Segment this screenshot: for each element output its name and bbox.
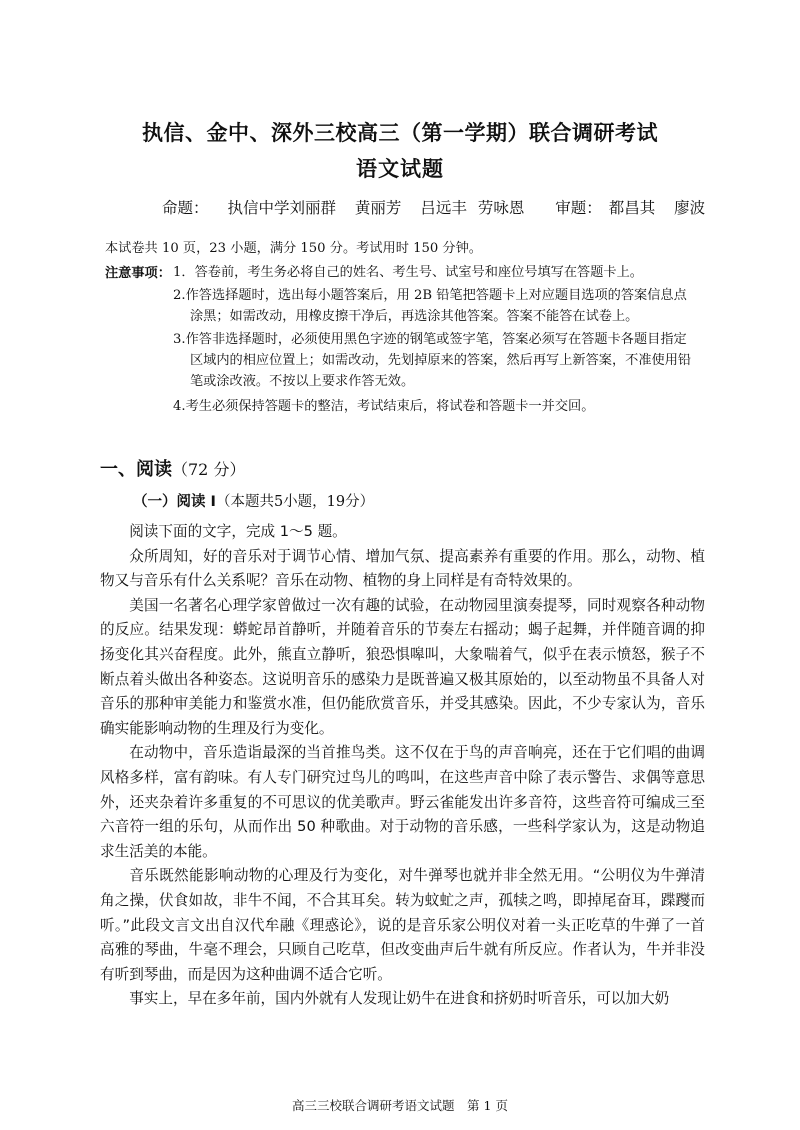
section-points: （72 分）	[172, 460, 246, 479]
section-heading	[100, 455, 245, 481]
passage-paragraph: 事实上，早在多年前，国内外就有人发现让奶牛在进食和挤奶时听音乐，可以加大奶	[129, 990, 670, 1008]
author: 吕远丰	[420, 199, 467, 217]
authors-line	[162, 196, 719, 218]
subsection-note: （本题共5小题，19分）	[215, 494, 375, 510]
author: 劳咏恩	[477, 199, 525, 217]
notice-line: 笔或涂改液。不按以上要求作答无效。	[190, 374, 415, 389]
notice-line: 4.考生必须保持答题卡的整洁，考试结束后，将试卷和答题卡一并交回。	[173, 399, 595, 414]
passage-instruction: 阅读下面的文字，完成 1～5 题。	[129, 523, 347, 540]
notice-line: 1．答卷前，考生务必将自己的姓名、考生号、试室号和座位号填写在答题卡上。	[173, 265, 643, 280]
notice-item	[173, 262, 643, 283]
reviewer: 廖波	[674, 199, 706, 217]
notice-item	[173, 285, 687, 327]
page-footer: 高三三校联合调研考语文试题 第 1 页	[292, 1098, 508, 1113]
notice-line: 区域内的相应位置上；如需改动，先划掉原来的答案，然后再写上新答案，不准使用铅	[190, 353, 692, 368]
reviewer: 都昌其	[608, 199, 656, 217]
subsection-title: （一）阅读 I	[133, 494, 216, 510]
reading-passage	[100, 520, 705, 1012]
notice-line: 涂黑；如需改动，用橡皮擦干净后，再选涂其他答案。答案不能答在试卷上。	[190, 309, 639, 324]
section-title: 一、阅读	[100, 459, 172, 480]
reviewers-label: 审题：	[555, 199, 602, 217]
notice-item	[173, 329, 691, 392]
notice-label: 注意事项：	[105, 266, 171, 281]
passage-paragraph: 美国一名著名心理学家曾做过一次有趣的试验，在动物园里演奏提琴，同时观察各种动物的反应。结果发现：蟒蛇昂首静听，并随着音乐的节奏左右摇动；蝎子起舞，并伴随音调的抑扬变化其兴奋程度。此外，熊直立静听，狼恐惧嗥叫，大象喘着气，似乎在表示愤怒，猴子不断点着头做出各种姿态。这说明音乐的感染力是既普遍又极其原始的，以至动物虽不具备人对音乐的那种审美能力和鉴赏水准，但仍能欣赏音乐，并受其感染。因此，不少专家认为，音乐确实能影响动物的生理及行为变化。	[100, 596, 705, 737]
passage-paragraph: 音乐既然能影响动物的心理及行为变化，对牛弹琴也就并非全然无用。“公明仪为牛弹清角之操，伏食如故，非牛不闻，不合其耳矣。转为蚊虻之声，孤犊之鸣，即掉尾奋耳，蹀躞而听。”此段文言文出自汉代牟融《理惑论》，说的是音乐家公明仪对着一头正吃草的牛弹了一首高雅的琴曲，牛毫不理会，只顾自己吃草，但改变曲声后牛就有所反应。作者认为，牛并非没有听到琴曲，而是因为这种曲调不适合它听。	[100, 867, 705, 983]
exam-subtitle: 语文试题	[356, 157, 444, 181]
notice-item	[173, 396, 594, 417]
subsection-heading	[133, 490, 374, 511]
notice-line: 2.作答选择题时，选出每小题答案后，用 2B 铅笔把答题卡上对应题目选项的答案信息点	[173, 288, 687, 303]
passage-paragraph: 在动物中，音乐造诣最深的当首推鸟类。这不仅在于鸟的声音响亮，还在于它们唱的曲调风格多样，富有韵味。有人专门研究过鸟儿的鸣叫，在这些声音中除了表示警告、求偶等意思外，还夹杂着许多重复的不可思议的优美歌声。野云雀能发出许多音符，这些音符可编成三至六音符一组的乐句，从而作出 50 种歌曲。对于动物的音乐感，一些科学家认为，这是动物追求生活美的本能。	[100, 744, 705, 860]
passage-paragraph: 众所周知，好的音乐对于调节心情、增加气氛、提高素养有重要的作用。那么，动物、植物又与音乐有什么关系呢？音乐在动物、植物的身上同样是有奇特效果的。	[100, 547, 705, 590]
exam-info: 本试卷共 10 页，23 小题，满分 150 分。考试用时 150 分钟。	[105, 241, 482, 256]
notice-line: 3.作答非选择题时，必须使用黑色字迹的钢笔或签字笔，答案必须写在答题卡各题目指定	[173, 332, 687, 347]
exam-title: 执信、金中、深外三校高三（第一学期）联合调研考试	[142, 121, 658, 145]
author: 黄丽芳	[354, 199, 402, 217]
author: 执信中学刘丽群	[227, 199, 336, 217]
authors-label: 命题：	[162, 199, 209, 217]
